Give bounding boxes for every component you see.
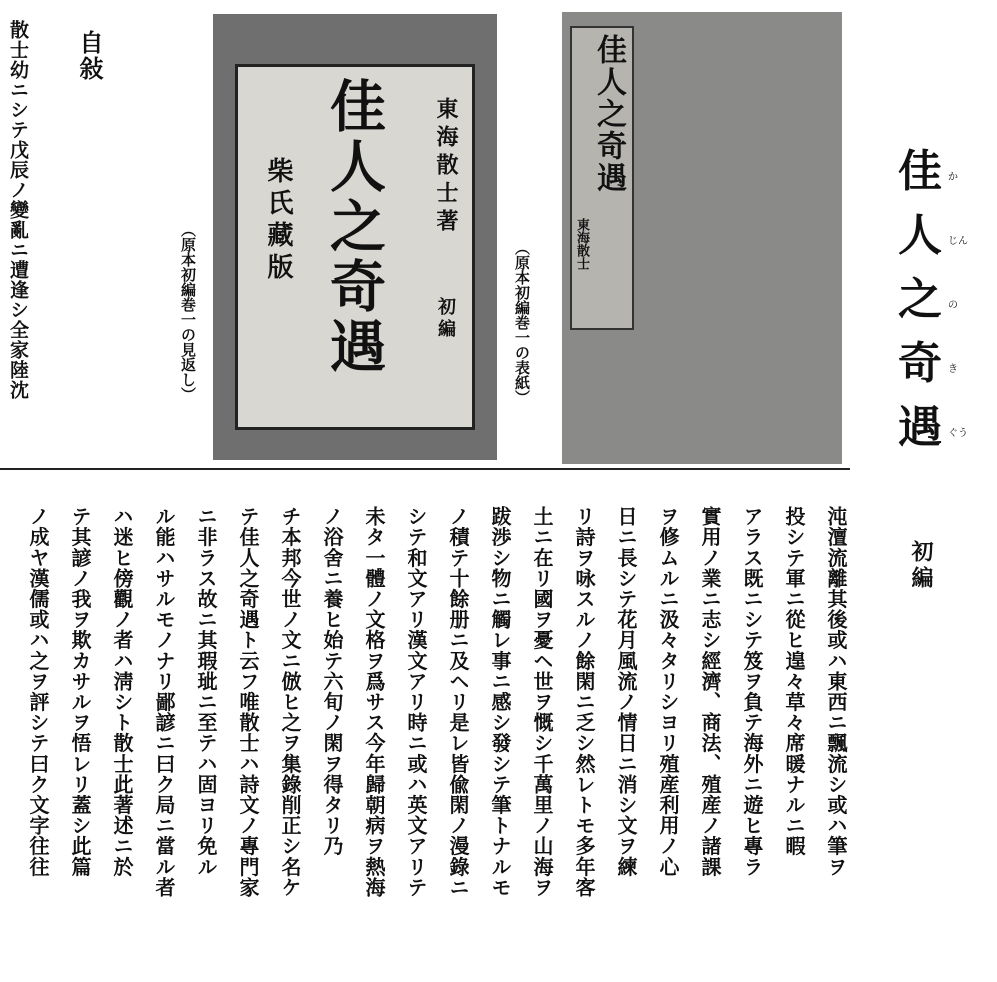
title-ruby: き xyxy=(948,364,958,375)
title-ruby: か xyxy=(948,172,958,183)
body-column: 實用ノ業ニ志シ經濟、商法、殖産ノ諸課 xyxy=(698,506,722,877)
cover-label-sub: 東海散士 xyxy=(574,218,589,270)
preface-heading: 自敍 xyxy=(75,30,104,82)
title-ruby: ぐう xyxy=(948,428,968,439)
body-column: ノ浴舍ニ養ヒ始テ六旬ノ閑ヲ得タリ乃 xyxy=(320,506,344,857)
body-text xyxy=(6,506,850,974)
body-column: 沌澶流離其後或ハ東西ニ飄流シ或ハ筆ヲ xyxy=(824,506,848,877)
edition-label: 初編 xyxy=(908,540,934,592)
title-char: 遇 ぐう xyxy=(898,402,968,453)
body-column: 投シテ軍ニ從ヒ遑々草々席暖ナルニ暇 xyxy=(782,506,806,857)
title-char: 人 じん xyxy=(898,210,968,261)
cover-label-box xyxy=(570,26,634,330)
body-column: 未タ一體ノ文格ヲ爲サス今年歸朝病ヲ熱海 xyxy=(362,506,386,898)
cover-label: 佳人之奇遇 xyxy=(591,34,626,194)
endpaper-edition: 初編 xyxy=(435,297,456,341)
body-column: ヲ修ムルニ汲々タリシヨリ殖産利用ノ心 xyxy=(656,506,680,877)
body-column: テ其諺ノ我ヲ欺カサルヲ悟レリ蓋シ此篇 xyxy=(68,506,92,877)
preface-column: 散士幼ニシテ戊辰ノ變亂ニ遭逢シ全家陸沈 xyxy=(7,20,29,400)
endpaper-publisher: 柴氏藏版 xyxy=(263,157,293,285)
body-column: 土ニ在リ國ヲ憂ヘ世ヲ慨シ千萬里ノ山海ヲ xyxy=(530,506,554,898)
body-column: シテ和文アリ漢文アリ時ニ或ハ英文アリテ xyxy=(404,506,428,898)
title-ruby: の xyxy=(948,300,958,311)
body-column: 跋渉シ物ニ觸レ事ニ感シ發シテ筆トナルモ xyxy=(488,506,512,898)
body-column: ル能ハサルモノナリ鄙諺ニ曰ク局ニ當ル者 xyxy=(152,506,176,898)
body-column: ニ非ラス故ニ其瑕玼ニ至テハ固ヨリ免ル xyxy=(194,506,218,877)
body-column: 日ニ長シテ花月風流ノ情日ニ消シ文ヲ練 xyxy=(614,506,638,877)
title-char: 奇 き xyxy=(898,338,958,389)
body-column: リ詩ヲ咏スルノ餘閑ニ乏シ然レトモ多年客 xyxy=(572,506,596,898)
endpaper-caption: （原本初編巻一の見返し） xyxy=(179,222,197,402)
body-column: チ本邦今世ノ文ニ倣ヒ之ヲ集錄削正シ名ケ xyxy=(278,506,302,898)
body-column: ノ成ヤ漢儒或ハ之ヲ評シテ曰ク文字往往 xyxy=(26,506,50,877)
cover-plate xyxy=(562,12,842,464)
body-column: テ佳人之奇遇ト云フ唯散士ハ詩文ノ專門家 xyxy=(236,506,260,898)
cover-caption: （原本初編巻一の表紙） xyxy=(513,240,531,405)
endpaper-frame xyxy=(235,64,475,430)
body-column: ノ積テ十餘册ニ及ヘリ是レ皆偸閑ノ漫錄ニ xyxy=(446,506,470,898)
title-char: 之 の xyxy=(898,274,958,325)
endpaper-author: 東海散士著 xyxy=(433,97,459,237)
title-ruby: じん xyxy=(948,236,968,247)
top-rule xyxy=(0,468,850,470)
title-char: 佳 か xyxy=(898,146,958,197)
endpaper-plate xyxy=(213,14,497,460)
endpaper-title: 佳人之奇遇 xyxy=(321,77,387,377)
body-column: ハ迷ヒ傍觀ノ者ハ淸シト散士此著述ニ於 xyxy=(110,506,134,877)
title-block xyxy=(898,146,978,470)
body-column: アラス既ニシテ笈ヲ負テ海外ニ遊ヒ專ラ xyxy=(740,506,764,877)
